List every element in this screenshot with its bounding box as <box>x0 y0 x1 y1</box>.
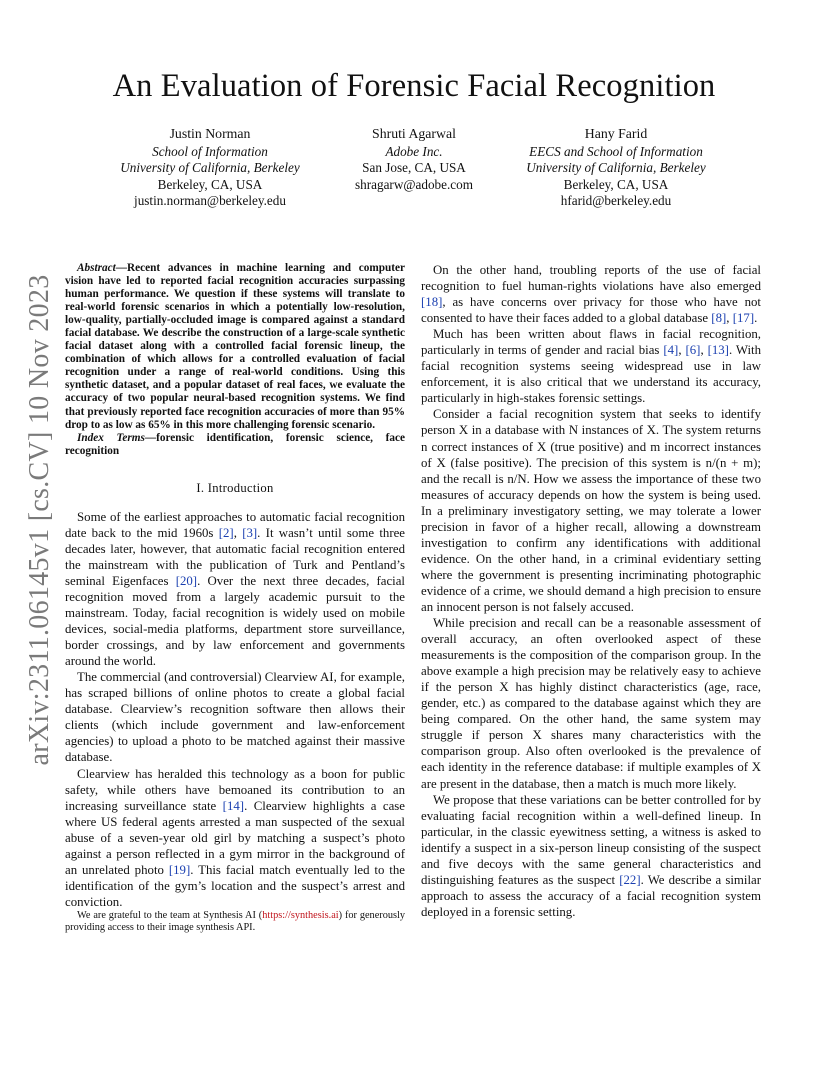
author-name: Hany Farid <box>584 126 648 141</box>
citation-link[interactable]: [14] <box>222 798 245 813</box>
citation-link[interactable]: [13] <box>707 343 729 358</box>
citation-link[interactable]: [4] <box>663 343 679 358</box>
author-email: shragarw@adobe.com <box>355 176 473 192</box>
author-affiliation: Adobe Inc. <box>385 143 443 159</box>
paper-title: An Evaluation of Forensic Facial Recognition <box>112 68 716 104</box>
body-paragraph: Clearview has heralded this technology as a boon for public safety, while others have bemoaned its contribution to an increasing surveillance state [14]. Clearview highlights a case where US federal agents arrested a man suspected of the sexual abuse of a seven-year old girl by matching a suspect’s photo against a person reflected in a gym mirror in the background of an unrelated photo [19]. This facial match eventually led to the identification of the gym’s location and the suspect’s arrest and conviction. <box>65 766 406 909</box>
section-heading: I. Introduction <box>196 480 274 495</box>
author-affiliation: EECS and School of Information <box>529 143 703 159</box>
left-column <box>65 262 405 935</box>
author-affiliation: School of Information <box>152 143 268 159</box>
arxiv-identifier: arXiv:2311.06145v1 [cs.CV] 10 Nov 2023 <box>24 274 55 766</box>
abstract-label: Abstract <box>77 262 116 274</box>
author-block-2 <box>334 126 494 193</box>
author-block-1 <box>110 126 310 210</box>
citation-link[interactable]: [22] <box>619 872 641 887</box>
footnote-url-link[interactable]: https://synthesis.ai <box>262 909 339 921</box>
body-paragraph: Much has been written about flaws in facial recognition, particularly in terms of gender and racial bias [4], [6], [13]. With facial recognition systems seeing widespread use in law enforcement, it is also critical that we understand its accuracy, particularly in high-stakes forensic settings. <box>421 327 762 406</box>
citation-link[interactable]: [2] <box>218 525 234 540</box>
author-location: Berkeley, CA, USA <box>157 176 263 192</box>
body-paragraph: Consider a facial recognition system that seeks to identify person X in a database with N instances of X. The system returns n correct instances of X (true positive) and m incorrect instances of X (false positive). The precision of this system is n/(n + m); and the recall is n/N. How we assess the importance of these two measures of accuracy depends on how the system is being used. In a preliminary investigatory setting, we may tolerate a lower precision in favor of a higher recall, allowing a downstream investigation to confirm any identifications with additional evidence. On the other hand, in a criminal evidentiary setting where the government is presenting incriminating photographic evidence of a crime, we should demand a high precision to ensure an innocent person is not falsely accused. <box>421 407 761 614</box>
index-terms: Index Terms—forensic identification, forensic science, face recognition <box>65 431 406 457</box>
author-name: Justin Norman <box>169 126 251 141</box>
body-paragraph: Some of the earliest approaches to automatic facial recognition date back to the mid 1960s [2], [3]. It wasn’t until some three decades later, however, that automatic facial recognition entered the mainstream with the publication of Turk and Pentland’s seminal Eigenfaces [20]. Over the next three decades, facial recognition moved from a largely academic pursuit to the mainstream. Today, facial recognition is widely used on mobile devices, social-media platforms, department store surveillance, border crossings, and by law enforcement and governments around the world. <box>65 509 405 669</box>
citation-link[interactable]: [18] <box>421 295 443 310</box>
body-paragraph: While precision and recall can be a reasonable assessment of overall accuracy, an often overlooked aspect of these measurements is the composition of the comparison group. In the above example a high precision may be relatively easy to achieve if the person X has highly distinct characteristics (age, race, gender, etc.) as compared to the database against which they are being compared. On the other hand, the same system may struggle if person X shares many characteristics with the comparison group. Also often overlooked is the prevalence of each identity in the reference database: if multiple examples of X are present in the database, then a match is much more likely. <box>421 616 761 791</box>
author-location: Berkeley, CA, USA <box>563 176 669 192</box>
citation-link[interactable]: [20] <box>175 573 198 588</box>
citation-link[interactable]: [6] <box>685 343 701 358</box>
body-paragraph: On the other hand, troubling reports of the use of facial recognition to fuel human-rights violations have also emerged [18], as have concerns over privacy for those who have not consented to have their faces added to a global database [8], [17]. <box>421 263 761 326</box>
author-name: Shruti Agarwal <box>372 126 456 141</box>
arxiv-sidebar <box>20 274 60 766</box>
author-email: hfarid@berkeley.edu <box>560 193 672 209</box>
index-terms-label: Index Terms <box>77 431 145 444</box>
citation-link[interactable]: [17] <box>732 311 755 326</box>
author-location: San Jose, CA, USA <box>362 160 466 176</box>
footnote: We are grateful to the team at Synthesis AI (https://synthesis.ai) for generously providing access to their image synthesis API. <box>65 909 406 934</box>
author-affiliation: University of California, Berkeley <box>526 160 706 176</box>
citation-link[interactable]: [8] <box>711 311 727 326</box>
citation-link[interactable]: [19] <box>168 862 191 877</box>
index-terms-text: forensic identification, forensic science, face recognition <box>65 431 406 457</box>
author-email: justin.norman@berkeley.edu <box>134 193 286 209</box>
body-paragraph: The commercial (and controversial) Clearview AI, for example, has scraped billions of online photos to create a global facial database. Clearview’s recognition software then allows their clients (which include government and law-enforcement agencies) to upload a photo to be matched against their massive database. <box>65 670 405 765</box>
author-block-3 <box>516 126 716 210</box>
abstract-text: Recent advances in machine learning and computer vision have led to reported facial recognition accuracies surpassing human performance. We question if these systems will translate to real-world forensic scenarios in which a potentially low-resolution, low-quality, partially-occluded image is compared against a standard facial database. We describe the construction of a large-scale synthetic facial dataset along with a controlled facial forensic lineup, the combination of which allows for a controlled evaluation of facial recognition under a range of real-world conditions. Using this synthetic dataset, and a popular dataset of real faces, we evaluate the accuracy of two popular neural-based recognition systems. We find that previously reported face recognition accuracies of more than 95% drop to as low as 65% in this more challenging forensic scenario. <box>65 262 405 431</box>
abstract: Abstract—Recent advances in machine learning and computer vision have led to reported facial recognition accuracies surpassing human performance. We question if these systems will translate to real-world forensic scenarios in which a potentially low-resolution, low-quality, partially-occluded image is compared against a standard facial database. We describe the construction of a large-scale synthetic facial dataset along with a controlled facial forensic lineup, the combination of which allows for a controlled evaluation of facial recognition under a range of real-world conditions. Using this synthetic dataset, and a popular dataset of real faces, we evaluate the accuracy of two popular neural-based recognition systems. We find that previously reported face recognition accuracies of more than 95% drop to as low as 65% in this more challenging forensic scenario. <box>65 262 405 431</box>
body-paragraph: We propose that these variations can be better controlled for by evaluating facial recognition within a well-defined lineup. In particular, in the classic eyewitness setting, a witness is asked to identify a suspect in a six-person lineup consisting of the suspect and five decoys with the same general characteristics and distinguishing features as the suspect [22]. We describe a similar approach to assess the accuracy of a facial recognition system deployed in a forensic setting. <box>421 792 761 919</box>
citation-link[interactable]: [3] <box>242 525 258 540</box>
right-column <box>421 262 761 920</box>
author-affiliation: University of California, Berkeley <box>120 160 300 176</box>
